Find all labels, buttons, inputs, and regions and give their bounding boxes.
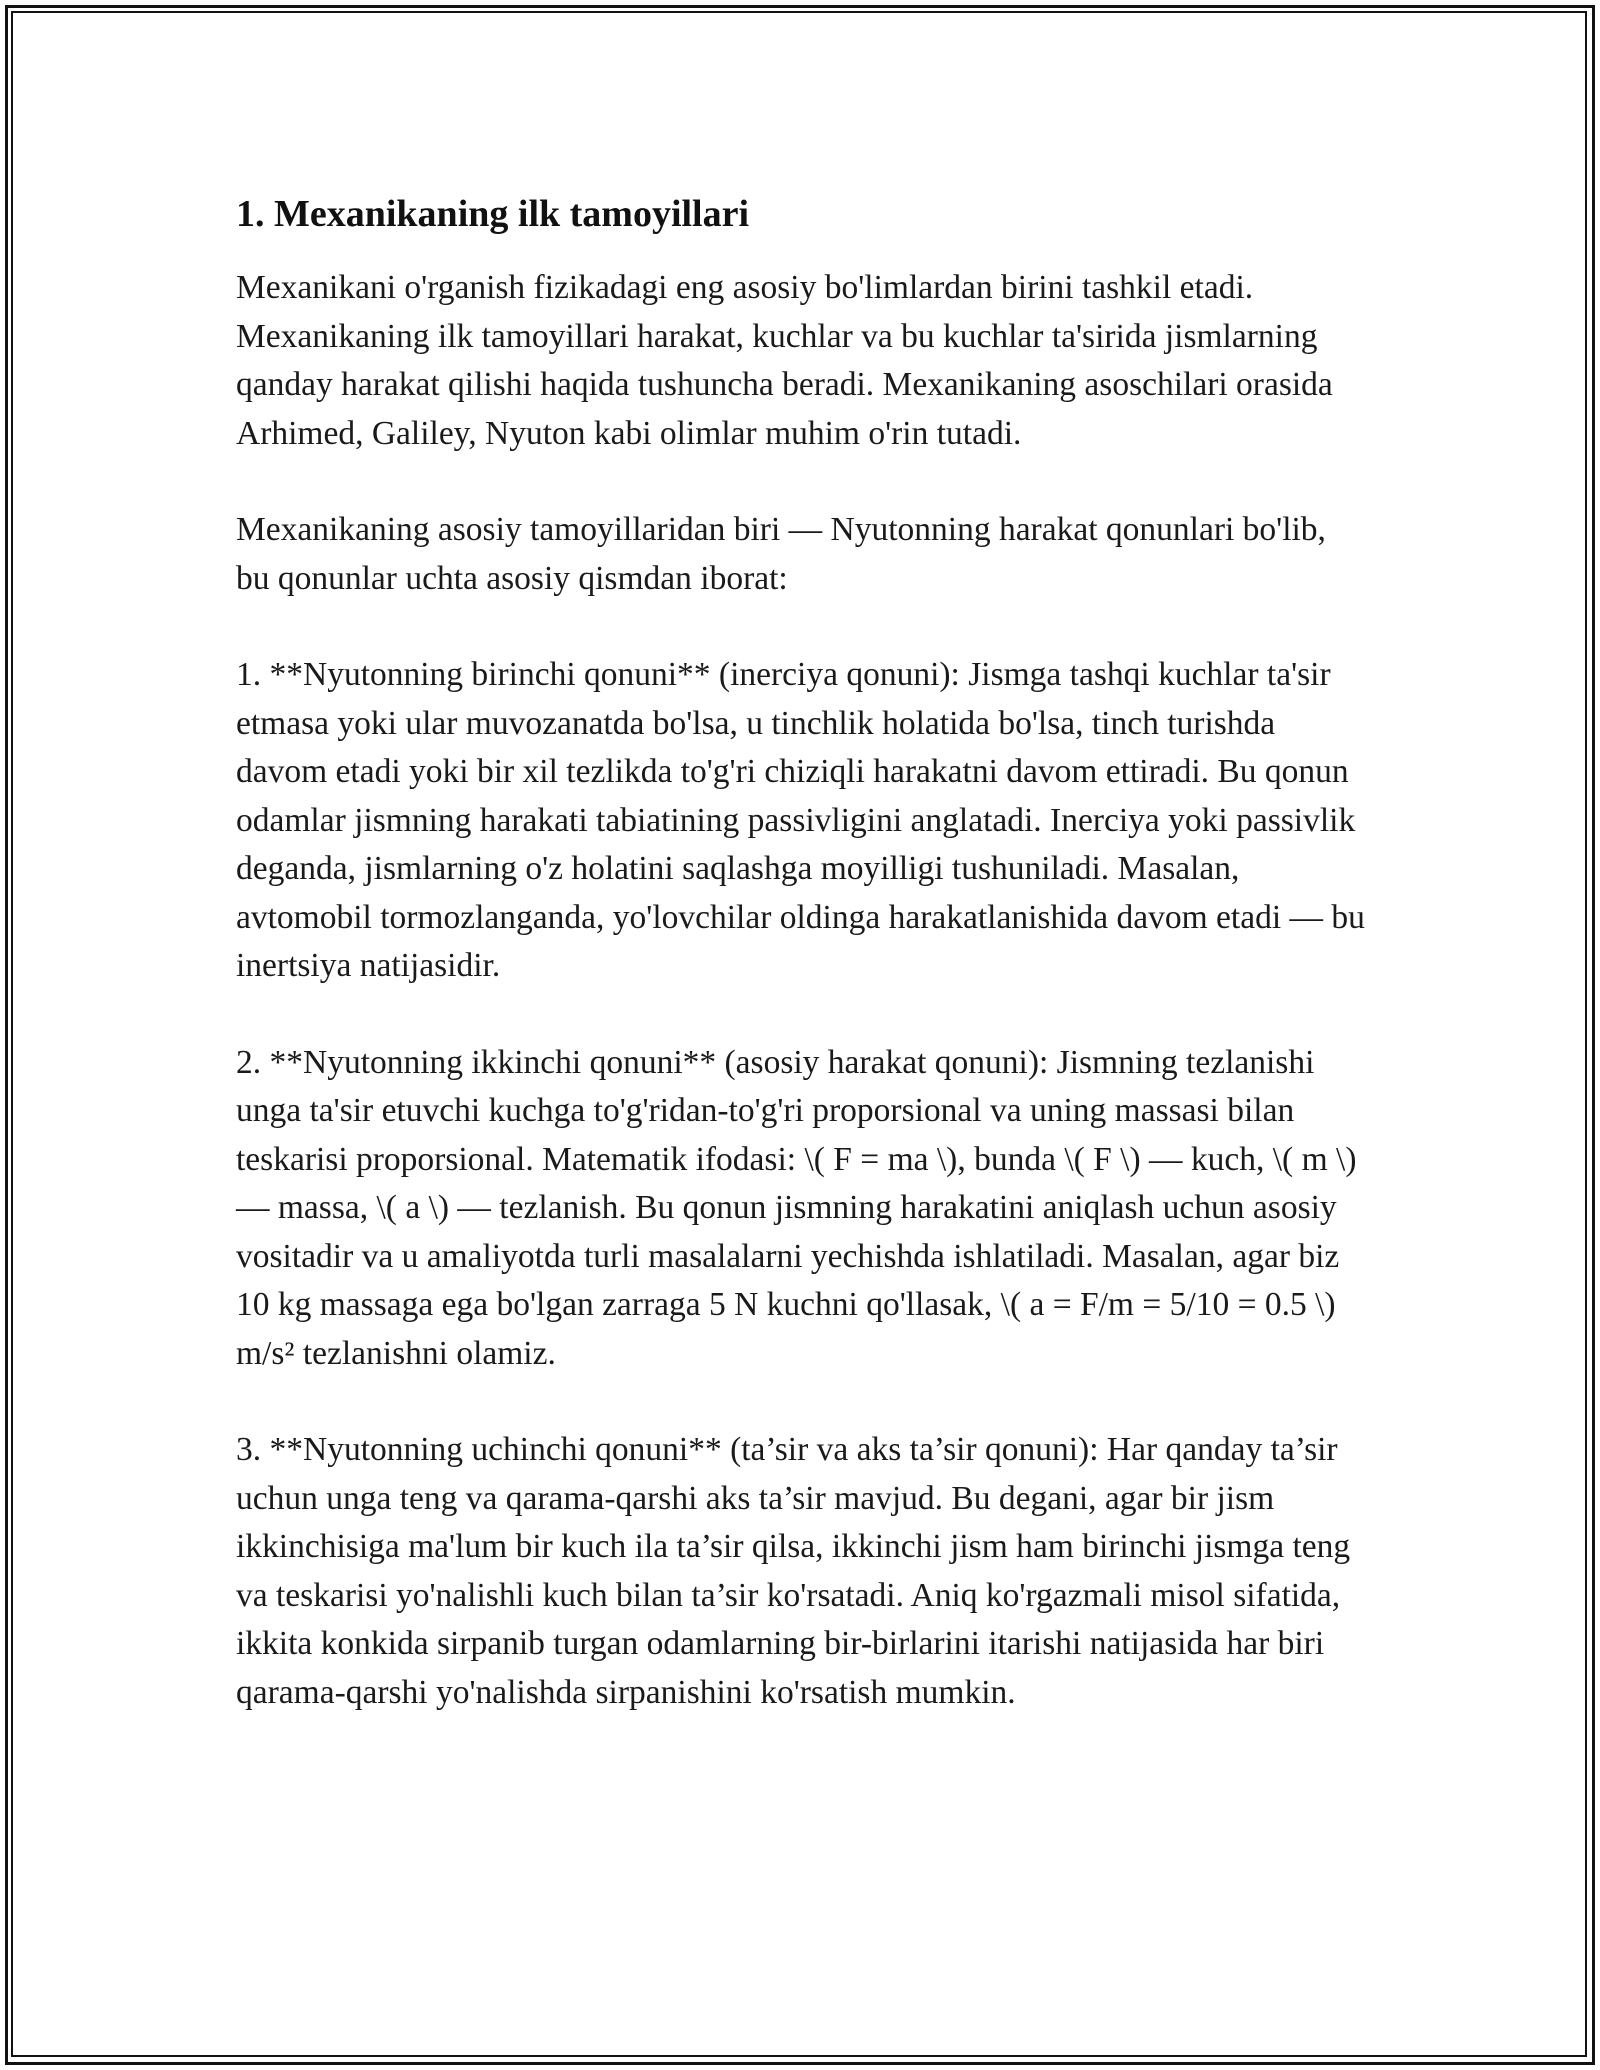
paragraph-laws-overview: Mexanikaning asosiy tamoyillaridan biri — Nyutonning harakat qonunlari bo'lib, bu qonunlar uchta asosiy qismdan iborat: <box>236 511 1326 597</box>
paragraph-third-law: 3. **Nyutonning uchinchi qonuni** (ta’sir va aks ta’sir qonuni): Har qanday ta’sir uchun unga teng va qarama-qarshi aks ta’sir mavjud. Bu degani, agar bir jism ikkinchisiga ma'lum bir kuch ila ta’sir qilsa, ikkinchi jism ham birinchi jismga teng va teskarisi yo'nalishli kuch bilan ta’sir ko'rsatadi. Aniq ko'rgazmali misol sifatida, ikkita konkida sirpanib turgan odamlarning bir-birlarini itarishi natijasida har biri qarama-qarshi yo'nalishda sirpanishini ko'rsatish mumkin. <box>236 1431 1351 1711</box>
paragraph-first-law: 1. **Nyutonning birinchi qonuni** (inerciya qonuni): Jismga tashqi kuchlar ta'sir etmasa yoki ular muvozanatda bo'lsa, u tinchlik holatida bo'lsa, tinch turishda davom etadi yoki bir xil tezlikda to'g'ri chiziqli harakatni davom ettiradi. Bu qonun odamlar jismning harakati tabiatining passivligini anglatadi. Inerciya yoki passivlik deganda, jismlarning o'z holatini saqlashga moyilligi tushuniladi. Masalan, avtomobil tormozlanganda, yo'lovchilar oldinga harakatlanishida davom etadi — bu inertsiya natijasidir. <box>236 656 1365 984</box>
document-body <box>236 186 1366 1765</box>
section-heading: 1. Mexanikaning ilk tamoyillari <box>236 193 750 235</box>
paragraph-intro: Mexanikani o'rganish fizikadagi eng asosiy bo'limlardan birini tashkil etadi. Mexanikaning ilk tamoyillari harakat, kuchlar va bu kuchlar ta'sirida jismlarning qanday harakat qilishi haqida tushuncha beradi. Mexanikaning asoschilari orasida Arhimed, Galiley, Nyuton kabi olimlar muhim o'rin tutadi. <box>236 269 1333 452</box>
paragraph-second-law: 2. **Nyutonning ikkinchi qonuni** (asosiy harakat qonuni): Jismning tezlanishi unga ta'sir etuvchi kuchga to'g'ridan-to'g'ri proporsional va uning massasi bilan teskarisi proporsional. Matematik ifodasi: \( F = ma \), bunda \( F \) — kuch, \( m \) — massa, \( a \) — tezlanish. Bu qonun jismning harakatini aniqlash uchun asosiy vositadir va u amaliyotda turli masalalarni yechishda ishlatiladi. Masalan, agar biz 10 kg massaga ega bo'lgan zarraga 5 N kuchni qo'llasak, \( a = F/m = 5/10 = 0.5 \) m/s² tezlanishni olamiz. <box>236 1043 1357 1372</box>
